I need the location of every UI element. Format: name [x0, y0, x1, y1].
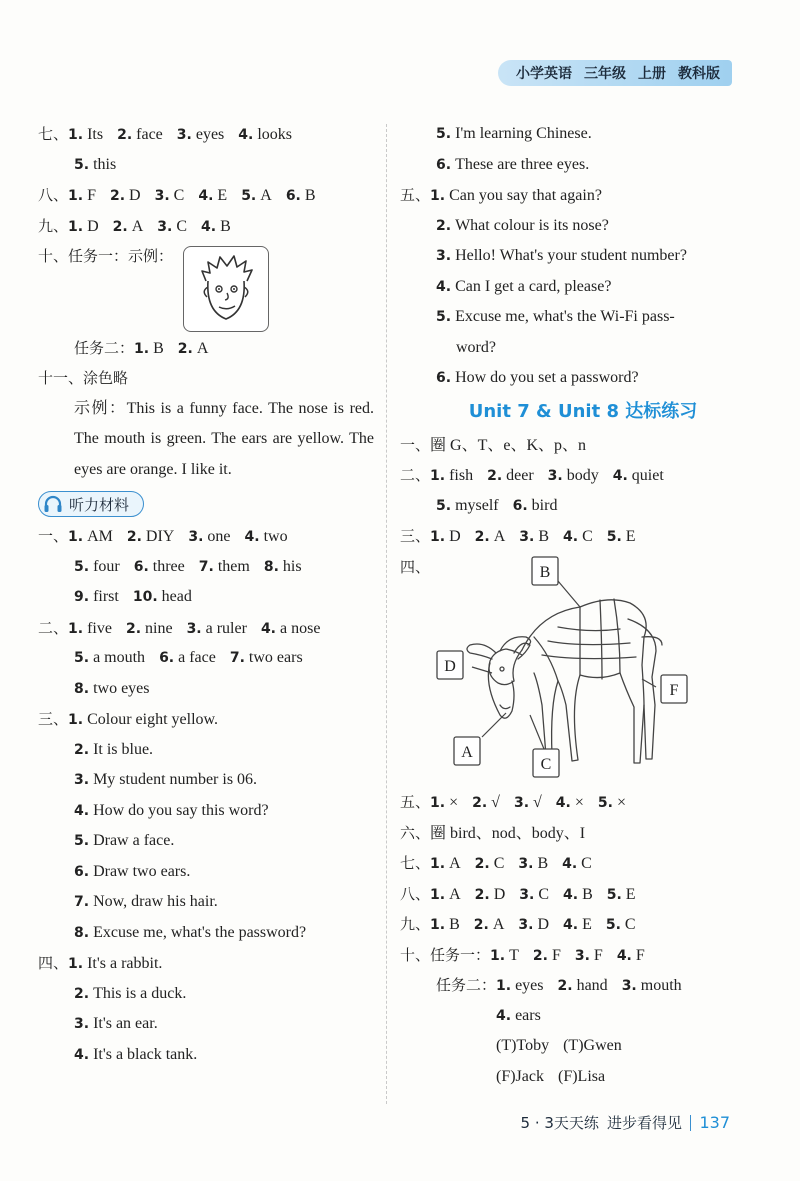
- numbered-line: 4. It's a black tank.: [74, 1045, 198, 1063]
- answer-item: 4. E: [198, 187, 228, 204]
- numbered-line: 三、1. Colour eight yellow.: [38, 710, 219, 728]
- answer-item: 5. this: [74, 155, 117, 173]
- answer-row: [68, 620, 334, 637]
- answer-item: 5. ×: [597, 794, 626, 811]
- answer-item: 4. quiet: [612, 467, 664, 484]
- section-7-row2: [38, 150, 378, 181]
- funny-face-drawing: [183, 246, 269, 332]
- answer-item: 3. C: [519, 885, 549, 903]
- unit-7: 七、1. A 2. C 3. B 4. C: [400, 848, 750, 879]
- answer-item: 2. F: [532, 946, 561, 964]
- answer-item: 5. four: [74, 557, 120, 575]
- section-10-task2: 任务二：1. B 2. A: [38, 333, 378, 364]
- listening-3: [38, 704, 378, 948]
- footer-slogan: 进步看得见: [606, 1114, 682, 1132]
- answer-item: 1. A: [430, 885, 461, 903]
- section-5-item6: 6. How do you set a password?: [436, 369, 639, 386]
- answer-item: 4. C: [562, 855, 592, 872]
- unit-1: 一、圈 G、T、e、K、p、n: [400, 435, 587, 454]
- answer-item: 1. A: [430, 855, 461, 872]
- answer-item: 2. D: [109, 187, 141, 204]
- answer-item: 2. A: [474, 528, 506, 545]
- unit-8: 八、1. A 2. D 3. C 4. B 5. E: [400, 879, 750, 910]
- answer-item: 4. two: [244, 528, 288, 545]
- answer-item: 5. myself: [436, 496, 499, 514]
- answer-item: 3. body: [547, 467, 599, 484]
- answer-row: [74, 558, 316, 575]
- answer-item: 2. √: [472, 794, 500, 811]
- answer-row: [68, 218, 245, 235]
- answer-row: [430, 528, 650, 545]
- listening-1-row3: [38, 582, 378, 613]
- unit-5: 五、1. × 2. √ 3. √ 4. × 5. ×: [400, 787, 750, 818]
- answer-item: 1. B: [430, 916, 460, 933]
- header-banner: [498, 60, 732, 86]
- answer-row: [74, 649, 317, 666]
- answer-item: 4. looks: [238, 126, 293, 143]
- numbered-line: 6. These are three eyes.: [436, 155, 590, 173]
- answer-item: 2. A: [112, 217, 144, 235]
- numbered-line: 7. Now, draw his hair.: [74, 893, 218, 910]
- unit-title: Unit 7 & Unit 8 达标练习: [468, 400, 698, 422]
- answer-row: [74, 680, 164, 697]
- answer-row: [430, 794, 640, 811]
- numbered-line: 3. My student number is 06.: [74, 771, 258, 788]
- answer-row: [490, 947, 659, 964]
- page-number: 137: [699, 1113, 730, 1132]
- answer-row: [430, 467, 678, 484]
- goat-label-f: F: [669, 682, 679, 699]
- answer-row: [68, 126, 306, 143]
- headphones-icon: [43, 495, 63, 513]
- answer-item: 3. one: [188, 528, 231, 545]
- answer-item: 4. B: [201, 217, 231, 235]
- listening-4: [38, 948, 378, 1070]
- answer-item: 3. a ruler: [186, 619, 247, 637]
- answer-item: 3. B: [518, 855, 549, 872]
- numbered-line: 2. This is a duck.: [74, 984, 187, 1002]
- answer-item: 3. eyes: [176, 126, 225, 143]
- banner-edition: 教科版: [678, 66, 720, 82]
- banner-grade: 三年级: [584, 66, 626, 82]
- answer-item: 9. first: [74, 588, 119, 605]
- goat-label-c: C: [540, 756, 552, 773]
- answer-item: 5. A: [241, 187, 272, 204]
- listening-2: 二、1. five 2. nine 3. a ruler 4. a nose: [38, 613, 378, 644]
- answer-item: 6. three: [133, 557, 185, 575]
- numbered-line: 3. Hello! What's your student number?: [436, 247, 687, 264]
- section-5-top: [400, 180, 750, 302]
- answer-row: [430, 886, 650, 903]
- answer-item: 1. fish: [430, 467, 474, 484]
- answer-item: 1. D: [430, 528, 461, 545]
- answer-item: 1. D: [68, 217, 99, 235]
- answer-item: 2. A: [177, 339, 209, 357]
- numbered-line: 四、1. It's a rabbit.: [38, 954, 163, 972]
- answer-item: 1. eyes: [496, 977, 544, 994]
- page-footer: [521, 1112, 730, 1133]
- section-11-example: 示例：This is a funny face. The nose is red. The mouth is green. The ears are yellow. The eyes are orange. I like it.: [74, 399, 374, 478]
- task1-label: 任务一：示例：: [68, 247, 174, 265]
- answer-item: 2. face: [117, 126, 163, 143]
- answer-item: 4. a nose: [260, 619, 321, 637]
- numbered-line: 3. It's an ear.: [74, 1015, 158, 1032]
- answer-item: 4. ears: [496, 1006, 541, 1024]
- answer-item: 2. hand: [557, 977, 608, 994]
- continued-items: [400, 119, 750, 180]
- answer-row: [430, 855, 606, 872]
- answer-item: 2. deer: [487, 467, 534, 484]
- answer-item: 4. B: [563, 885, 593, 903]
- footer-separator: [690, 1115, 692, 1131]
- listening-badge: [38, 491, 144, 517]
- section-7: 七、1. Its 2. face 3. eyes 4. looks: [38, 119, 378, 150]
- goat-label-a: A: [461, 744, 473, 761]
- answer-item: 6. a face: [159, 649, 216, 666]
- listening-1-row2: [38, 552, 378, 583]
- numbered-line: 五、1. Can you say that again?: [400, 186, 602, 204]
- answer-item: 5. E: [606, 528, 636, 545]
- answer-item: 1. Its: [68, 126, 104, 143]
- column-divider: [386, 124, 387, 1104]
- unit-9: 九、1. B 2. A 3. D 4. E 5. C: [400, 909, 750, 940]
- unit-2-row2: [400, 491, 750, 522]
- unit-10-task2-row2: [400, 1001, 750, 1032]
- answer-item: 2. nine: [125, 619, 173, 637]
- answer-row: [68, 187, 330, 204]
- section-9: 九、1. D 2. A 3. C 4. B: [38, 211, 378, 242]
- answer-item: 1. AM: [68, 528, 113, 545]
- section-10: 十、任务一：示例：: [38, 247, 174, 265]
- unit-4: 四、: [400, 557, 431, 576]
- unit-3: 三、1. D 2. A 3. B 4. C 5. E: [400, 521, 750, 552]
- numbered-line: 4. Can I get a card, please?: [436, 277, 612, 295]
- answer-item: 1. F: [68, 187, 96, 204]
- answer-item: 2. C: [474, 855, 505, 872]
- answer-row: [496, 977, 696, 994]
- unit-10-task2: 任务二：1. eyes 2. hand 3. mouth: [400, 970, 750, 1001]
- listening-title: 听力材料: [69, 495, 130, 514]
- unit-6: 六、圈 bird、nod、body、I: [400, 823, 586, 842]
- answer-row: [74, 588, 206, 605]
- unit-2: 二、1. fish 2. deer 3. body 4. quiet: [400, 460, 750, 491]
- listening-2-row3: [38, 674, 378, 705]
- numbered-line: 2. It is blue.: [74, 740, 154, 758]
- answer-row: [496, 1007, 555, 1024]
- footer-brand: 5 · 3天天练: [520, 1114, 599, 1132]
- listening-1: 一、1. AM 2. DIY 3. one 4. two: [38, 521, 378, 552]
- unit-10: 十、任务一：1. T 2. F 3. F 4. F: [400, 940, 750, 971]
- answer-item: 2. D: [474, 885, 506, 903]
- answer-item: 7. them: [198, 557, 250, 575]
- answer-item: 3. F: [574, 946, 603, 964]
- goat-label-d: D: [444, 658, 456, 675]
- answer-item: 1. T: [490, 946, 519, 964]
- answer-item: 8. his: [263, 557, 302, 575]
- unit-10-names1: (T)Toby (T)Gwen: [496, 1037, 622, 1054]
- answer-item: 3. B: [519, 528, 549, 545]
- answer-row: [134, 340, 222, 357]
- answer-item: 3. C: [154, 187, 185, 204]
- numbered-line: 8. Excuse me, what's the password?: [74, 923, 307, 941]
- answer-item: 5. C: [605, 916, 636, 933]
- answer-item: 4. ×: [555, 794, 584, 811]
- section-5-item5: 5. Excuse me, what's the Wi-Fi pass-: [436, 308, 675, 325]
- numbered-line: 6. Draw two ears.: [74, 862, 191, 880]
- banner-term: 上册: [638, 66, 666, 82]
- section-11: 十一、涂色略: [38, 369, 129, 387]
- answer-row: [430, 916, 650, 933]
- answer-item: 6. bird: [512, 496, 558, 514]
- answer-item: 2. DIY: [126, 528, 175, 545]
- answer-item: 7. two ears: [229, 649, 303, 666]
- answer-item: 8. two eyes: [74, 679, 150, 697]
- section-5-item5-cont: word?: [456, 338, 496, 356]
- answer-row: [68, 528, 302, 545]
- answer-item: 4. F: [616, 946, 645, 964]
- answer-item: 4. C: [563, 528, 593, 545]
- answer-item: 3. mouth: [621, 977, 682, 994]
- section-8: 八、1. F 2. D 3. C 4. E 5. A 6. B: [38, 180, 378, 211]
- numbered-line: 4. How do you say this word?: [74, 801, 269, 819]
- answer-item: 1. five: [68, 619, 112, 637]
- answer-row: [436, 497, 571, 514]
- answer-item: 4. E: [563, 916, 592, 933]
- goat-diagram: [430, 555, 700, 780]
- answer-item: 3. √: [513, 794, 542, 811]
- answer-item: 3. C: [157, 217, 187, 235]
- numbered-line: 2. What colour is its nose?: [436, 216, 609, 234]
- banner-subject: 小学英语: [516, 66, 572, 82]
- unit-10-names2: (F)Jack (F)Lisa: [496, 1067, 606, 1085]
- numbered-line: 5. Draw a face.: [74, 832, 175, 849]
- answer-item: 2. A: [473, 916, 505, 933]
- listening-2-row2: [38, 643, 378, 674]
- answer-item: 1. ×: [430, 794, 459, 811]
- answer-item: 1. B: [134, 339, 164, 357]
- answer-item: 10. head: [132, 588, 192, 605]
- answer-item: 3. D: [518, 916, 549, 933]
- answer-row: [74, 156, 130, 173]
- numbered-line: 5. I'm learning Chinese.: [436, 125, 592, 142]
- answer-item: 6. B: [285, 187, 316, 204]
- answer-item: 5. E: [606, 885, 636, 903]
- goat-label-b: B: [539, 564, 551, 581]
- answer-item: 5. a mouth: [74, 649, 146, 666]
